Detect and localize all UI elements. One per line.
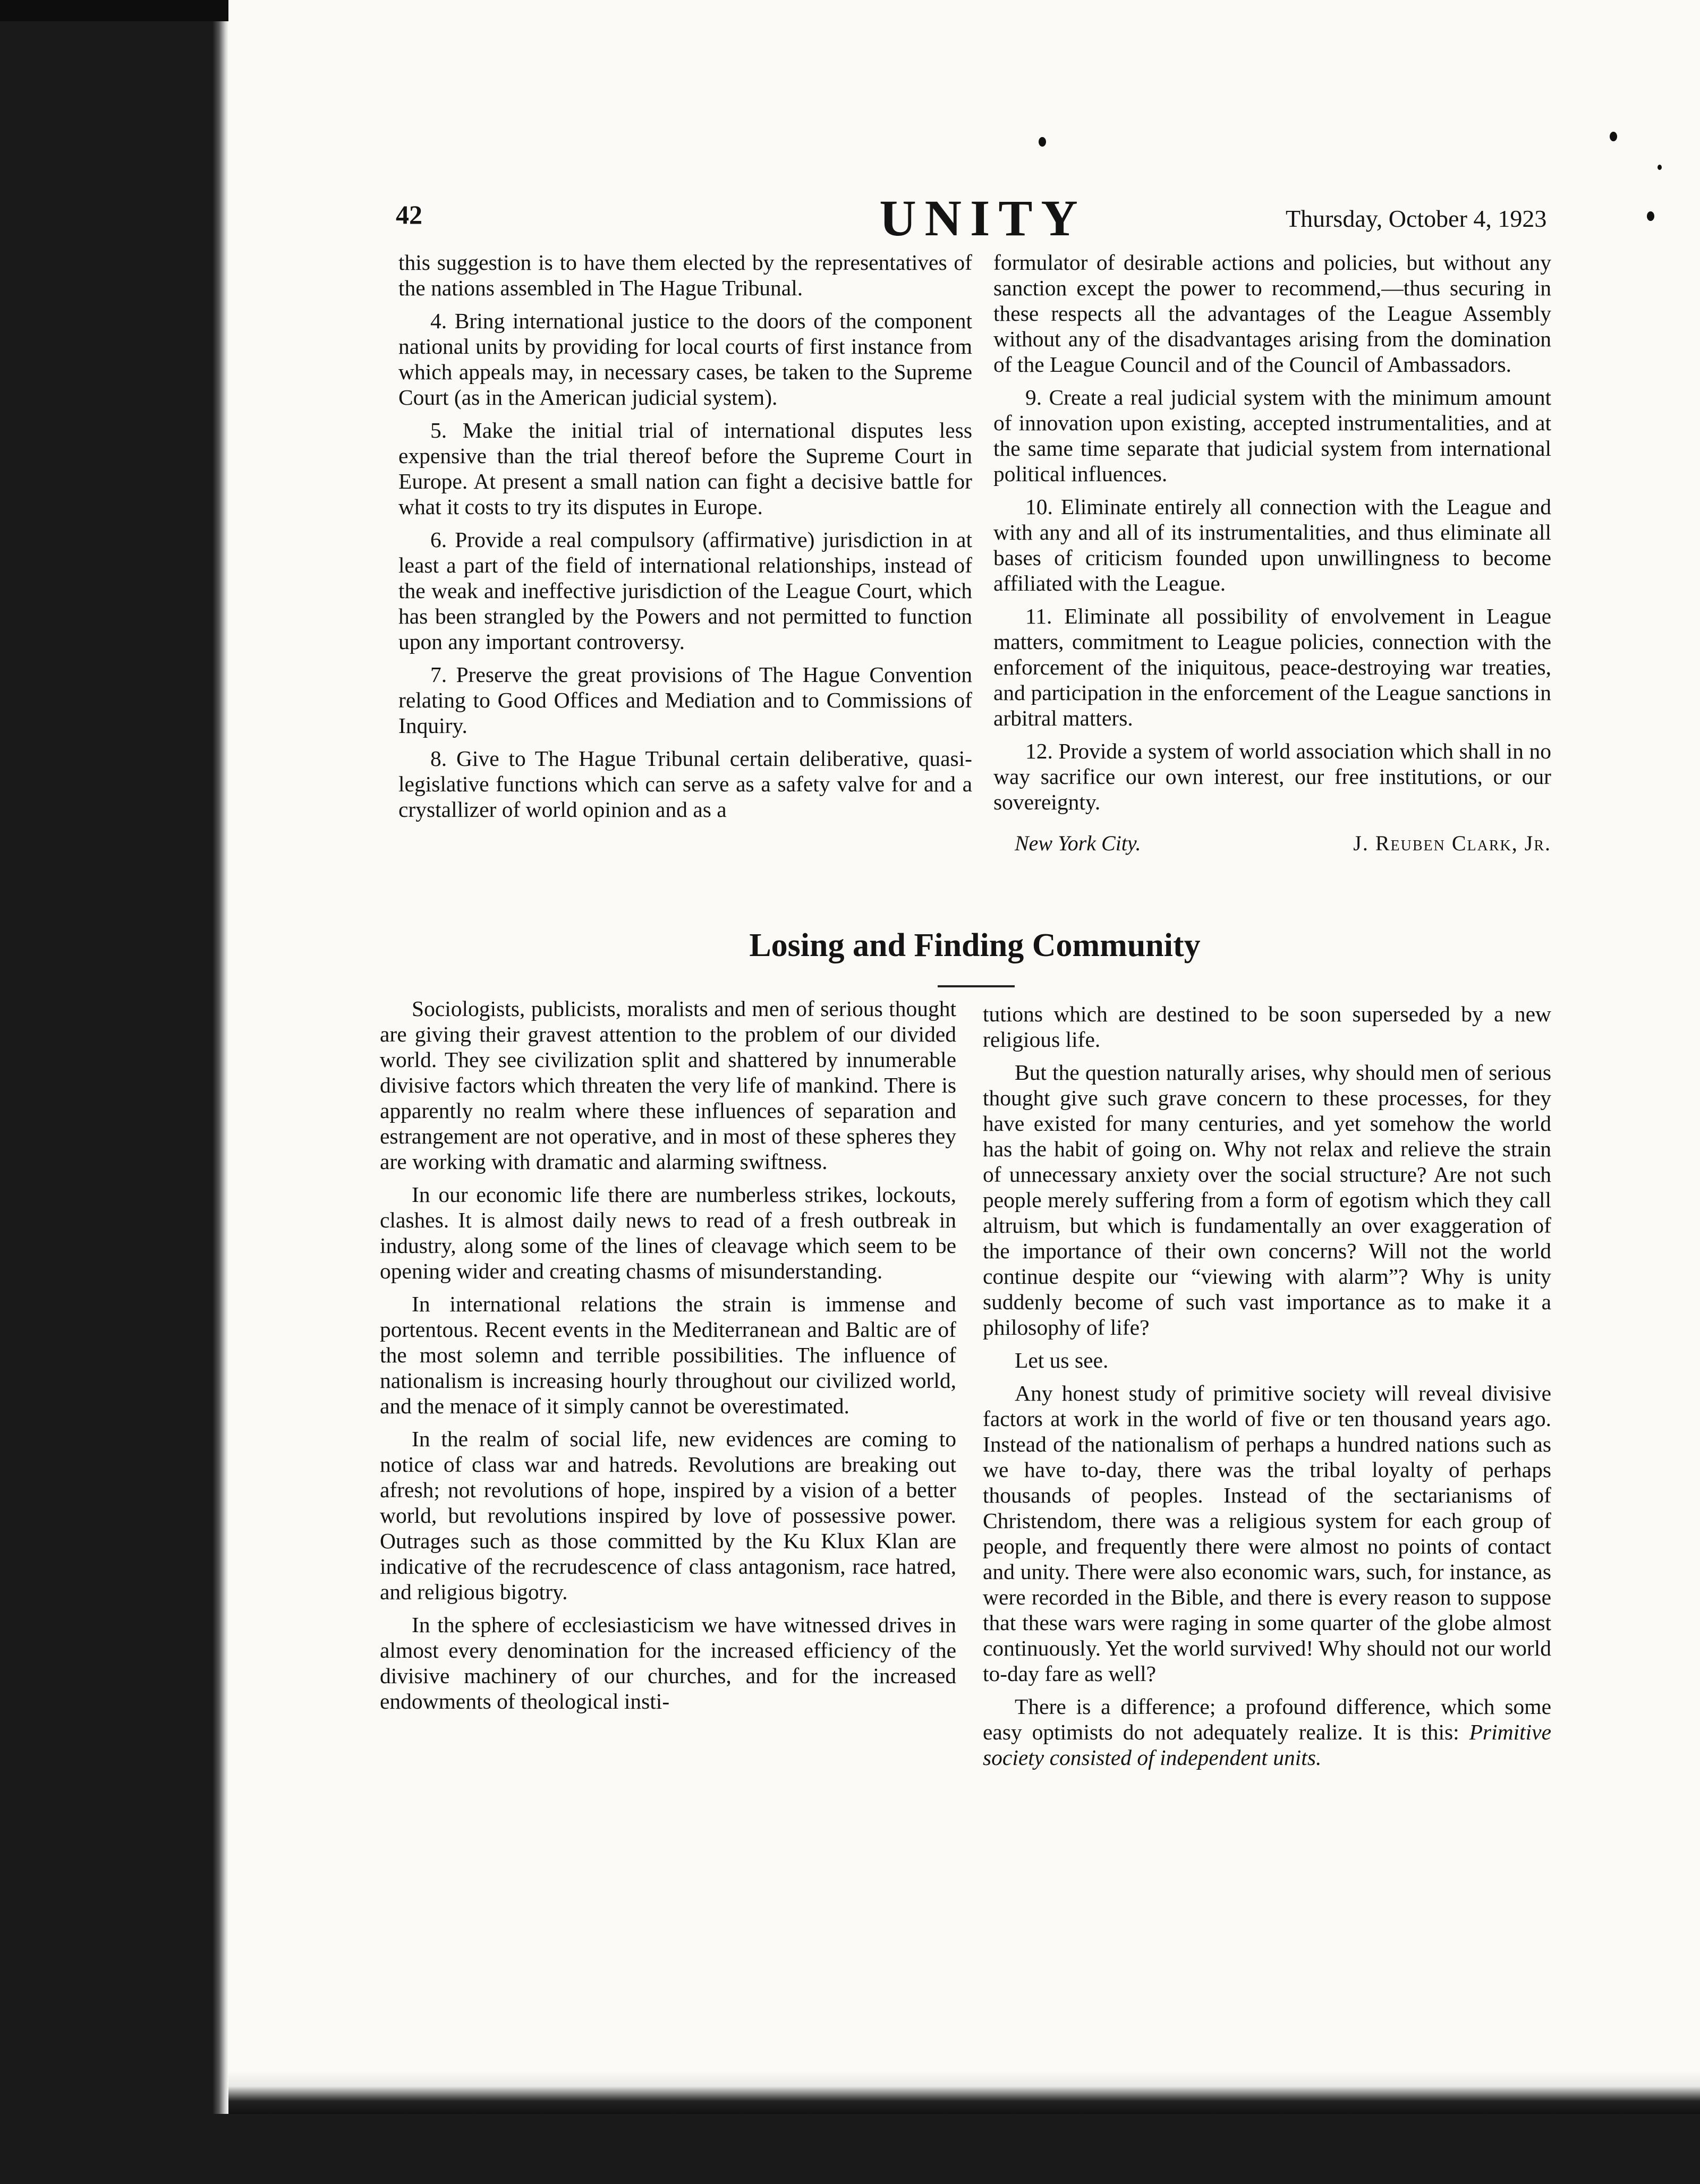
scan-bottom-edge bbox=[228, 2071, 1700, 2114]
paragraph: tutions which are destined to be soon superseded by a new religious life. bbox=[983, 1002, 1551, 1052]
paragraph: In the sphere of ecclesiasticism we have witnessed drives in almost every denomination for the increased efficiency of the divisive machinery of our churches, and for the increased endowments of theological insti- bbox=[380, 1613, 956, 1713]
article-right-column bbox=[983, 1001, 1551, 1778]
top-right-column bbox=[993, 250, 1551, 856]
paragraph: 11. Eliminate all possibility of envolvement in League matters, commitment to League policies, connection with the enforcement of the iniquitous, peace-destroying war treaties, and participation in the enforcement of the League sanctions in arbitral matters. bbox=[993, 604, 1551, 730]
paragraph: 9. Create a real judicial system with the minimum amount of innovation upon existing, accepted instrumentalities, and at the same time separate that judicial system from international political influences. bbox=[993, 385, 1551, 486]
paragraph: In international relations the strain is immense and portentous. Recent events in the Mediterranean and Baltic are of the most solemn and terrible possibilities. The influence of nationalism is increasing hourly throughout our civilized world, and the menace of it simply cannot be overestimated. bbox=[380, 1292, 956, 1418]
article-left-column bbox=[380, 996, 956, 1721]
scan-left-edge bbox=[212, 21, 228, 2114]
paragraph: Any honest study of primitive society will reveal divisive factors at work in the world of five or ten thousand years ago. Instead of the nationalism of perhaps a hundred nations such as we have to-day, there was the tribal loyalty of perhaps thousands of peoples. Instead of the sectarianisms of Christendom, there was a religious system for each group of people, and frequently there were almost no points of contact and unity. There were also economic wars, such, for instance, as were recorded in the Bible, and there is every reason to suppose that these wars were raging in some quarter of the globe almost continuously. Yet the world survived! Why should not our world to-day fare as well? bbox=[983, 1381, 1551, 1686]
paragraph: 5. Make the initial trial of international disputes less expensive than the trial thereof before the Supreme Court in Europe. At present a small nation can fight a decisive battle for what it costs to try its disputes in Europe. bbox=[398, 418, 972, 519]
paragraph: Let us see. bbox=[1015, 1348, 1109, 1372]
paragraph: Sociologists, publicists, moralists and men of serious thought are giving their gravest attention to the problem of our divided world. They see civilization split and shattered by innumerable divisive factors which threaten the very life of mankind. There is apparently no realm where these influences of separation and estrangement are not operative, and in most of these spheres they are working with dramatic and alarming swiftness. bbox=[380, 996, 956, 1174]
paragraph: 4. Bring international justice to the doors of the component national units by providing for local courts of first instance from which appeals may, in necessary cases, be taken to the Supreme Court (as in the American judicial system). bbox=[398, 309, 972, 410]
signature-place: New York City. bbox=[1015, 831, 1141, 855]
ink-speck bbox=[1039, 137, 1046, 147]
title-rule bbox=[938, 985, 1015, 987]
paragraph: 6. Provide a real compulsory (affirmative) jurisdiction in at least a part of the field of international relationships, instead of the weak and ineffective jurisdiction of the League Court, which has been strangled by the Powers and not permitted to function upon any important controversy. bbox=[398, 527, 972, 654]
issue-date: Thursday, October 4, 1923 bbox=[1286, 205, 1547, 232]
paragraph: this suggestion is to have them elected by the representatives of the nations assembled in The Hague Tribunal. bbox=[398, 250, 972, 300]
paragraph: 12. Provide a system of world association which shall in no way sacrifice our own interest, our free institutions, or our sovereignty. bbox=[993, 739, 1551, 814]
paragraph: But the question naturally arises, why should men of serious thought give such grave concern to these processes, for they have existed for many centuries, and yet somehow the world has the habit of going on. Why not relax and relieve the strain of unnecessary anxiety over the social structure? Are not such people merely suffering from a form of egotism which they call altruism, but which is fundamentally an over exaggeration of the importance of their own concerns? Will not the world continue despite our “viewing with alarm”? Why is unity suddenly become of such vast importance as to make it a philosophy of life? bbox=[983, 1060, 1551, 1340]
paragraph: In our economic life there are numberless strikes, lockouts, clashes. It is almost daily news to read of a fresh outbreak in industry, along some of the lines of cleavage which seem to be opening wider and creating chasms of misunderstanding. bbox=[380, 1182, 956, 1283]
paragraph-text: There is a difference; a profound difference, which some easy optimists do not adequately realize. It is this: bbox=[983, 1694, 1551, 1744]
masthead-title: UNITY bbox=[879, 190, 1086, 246]
page-header bbox=[0, 189, 1700, 247]
closing-italic: Primitive society consisted of independent units. bbox=[983, 1720, 1552, 1770]
signature-line bbox=[993, 831, 1551, 856]
paragraph: In the realm of social life, new evidences are coming to notice of class war and hatreds. Revolutions are breaking out afresh; not revolutions of hope, inspired by a vision of a better world, but revolutions inspired by love of possessive power. Outrages such as those committed by the Ku Klux Klan are indicative of the recrudescence of class antagonism, race hatred, and religious bigotry. bbox=[380, 1427, 956, 1604]
paragraph: 8. Give to The Hague Tribunal certain deliberative, quasi-legislative functions which can serve as a safety valve for and a crystallizer of world opinion and as a bbox=[398, 746, 972, 822]
paragraph: 10. Eliminate entirely all connection with the League and with any and all of its instrumentalities, and thus eliminate all bases of criticism founded upon unwillingness to become affiliated with the League. bbox=[993, 494, 1551, 595]
ink-speck bbox=[1658, 165, 1662, 170]
top-left-column bbox=[398, 250, 972, 830]
paragraph-final bbox=[983, 1694, 1551, 1770]
page-number: 42 bbox=[396, 200, 422, 229]
article-title: Losing and Finding Community bbox=[749, 927, 1201, 963]
ink-speck bbox=[1610, 132, 1617, 141]
signature-name: J. Reuben Clark, Jr. bbox=[1353, 831, 1551, 855]
paragraph: formulator of desirable actions and policies, but without any sanction except the power to recommend,—thus securing in these respects all the advantages of the League Assembly without any of the disadvantages arising from the domination of the League Council and of the Council of Ambassadors. bbox=[993, 250, 1551, 377]
paragraph: 7. Preserve the great provisions of The Hague Convention relating to Good Offices and Mediation and to Commissions of Inquiry. bbox=[398, 662, 972, 738]
